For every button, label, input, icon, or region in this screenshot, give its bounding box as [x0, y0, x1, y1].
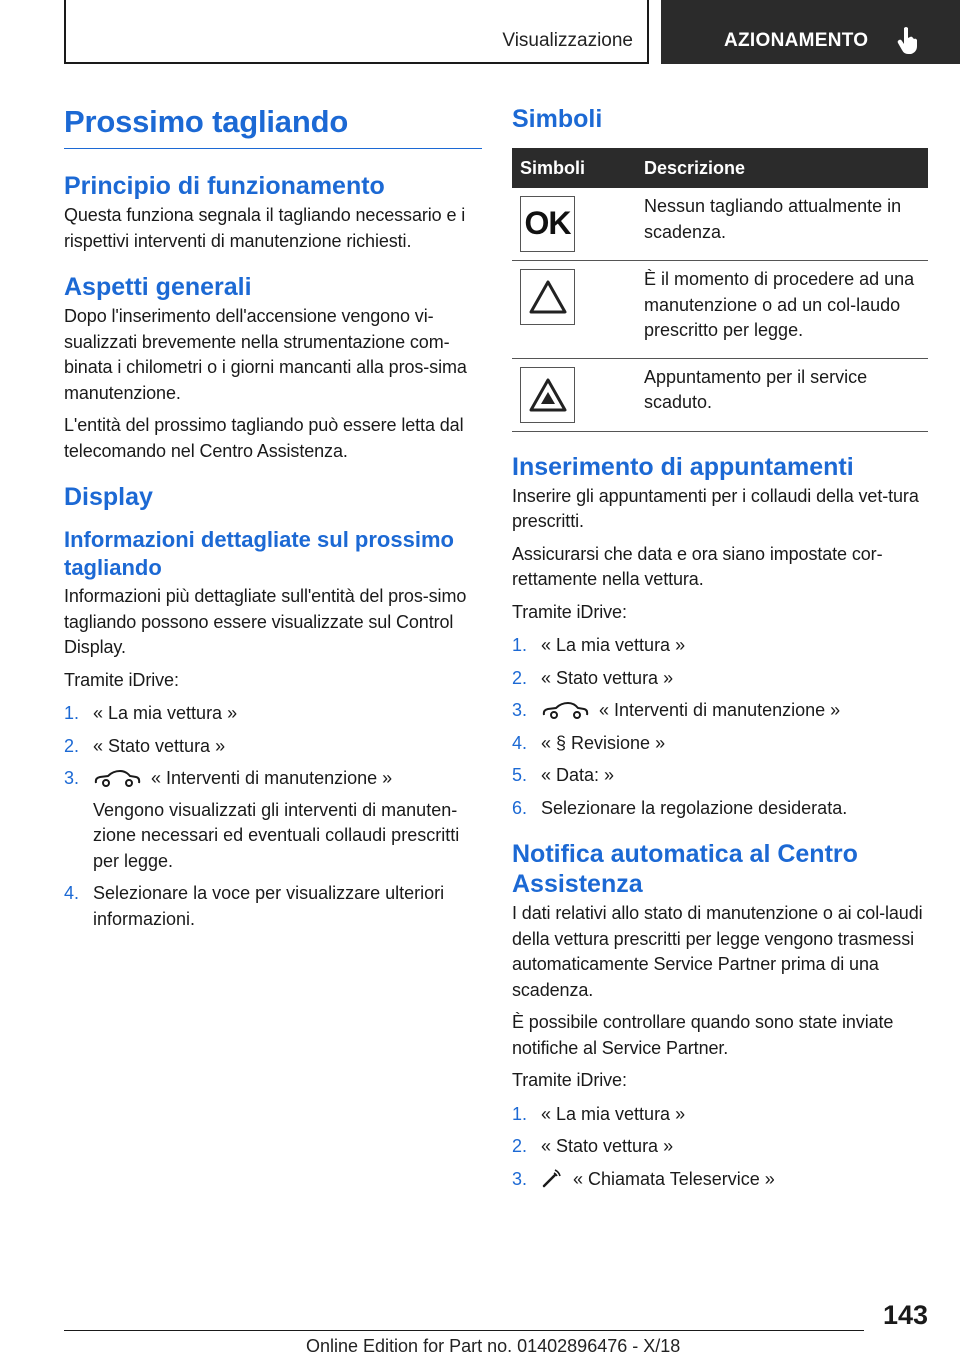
table-header-description: Descrizione — [640, 148, 928, 188]
table-cell-description: Appuntamento per il service scaduto. — [640, 358, 928, 431]
ok-symbol-text: OK — [524, 205, 571, 242]
section-heading-general: Aspetti generali — [64, 273, 252, 301]
step-text: « Stato vettura » — [541, 667, 674, 688]
appointment-steps — [512, 633, 928, 821]
appointments-via: Tramite iDrive: — [512, 601, 627, 622]
notify-steps — [512, 1102, 928, 1193]
appointments-text-2: Assicurarsi che data e ora siano impostate cor-rettamente nella vettura. — [512, 543, 883, 589]
section-heading-symbols: Simboli — [512, 105, 603, 133]
section-heading-appointments: Inserimento di appuntamenti — [512, 452, 854, 481]
step-number: 1. — [64, 703, 80, 723]
table-cell-description: Nessun tagliando attualmente in scadenza. — [640, 188, 928, 261]
footer-edition: Online Edition for Part no. 01402896476 - X/18 — [306, 1336, 681, 1356]
right-column — [512, 104, 928, 1199]
display-via: Tramite iDrive: — [64, 669, 179, 690]
table-cell-description: È il momento di procedere ad una manutenzione o ad un col-laudo prescritto per legge. — [640, 261, 928, 359]
step-text: Selezionare la voce per visualizzare ulteriori informazioni. — [93, 883, 445, 929]
section-heading-display: Display — [64, 483, 153, 511]
header-chapter-tab — [661, 0, 960, 64]
step-number: 2. — [512, 667, 528, 688]
principle-text: Questa funziona segnala il tagliando necessario e i rispettivi interventi di manutenzione richiesti. — [64, 205, 466, 251]
step-number: 3. — [64, 768, 80, 788]
display-steps — [64, 701, 482, 932]
teleservice-icon — [541, 1169, 563, 1189]
warning-triangle-filled-icon — [520, 367, 575, 423]
list-item — [512, 763, 928, 789]
list-item — [512, 731, 928, 757]
section-heading-principle: Principio di funzionamento — [64, 172, 385, 200]
table-row — [512, 188, 928, 261]
list-item — [512, 796, 928, 822]
appointments-text-1: Inserire gli appuntamenti per i collaudi della vet-tura prescritti. — [512, 485, 919, 531]
step-number: 1. — [512, 635, 528, 655]
step-text: « Chiamata Teleservice » — [573, 1168, 775, 1189]
footer-divider — [64, 1330, 864, 1331]
step-text: « La mia vettura » — [93, 703, 238, 723]
subheading-detail-info: Informazioni dettagliate sul prossimo tagliando — [64, 527, 454, 580]
header-section-label: Visualizzazione — [502, 30, 633, 51]
step-number: 2. — [512, 1136, 528, 1156]
step-text: « Stato vettura » — [93, 735, 226, 756]
page-title: Prossimo tagliando — [64, 100, 482, 149]
list-item — [64, 766, 482, 874]
step-text: « La mia vettura » — [541, 1103, 686, 1124]
step-number: 6. — [512, 797, 528, 818]
list-item — [64, 701, 482, 727]
step-number: 5. — [512, 765, 528, 785]
general-text-1: Dopo l'inserimento dell'accensione vengono vi-sualizzati brevemente nella strumentazione com-binata i chilometri o i giorni mancanti alla pros-sima manutenzione. — [64, 306, 467, 403]
notify-via: Tramite iDrive: — [512, 1070, 627, 1090]
left-column — [64, 100, 482, 939]
table-row — [512, 358, 928, 431]
symbols-table — [512, 148, 928, 432]
notify-text-2: È possibile controllare quando sono state inviate notifiche al Service Partner. — [512, 1012, 894, 1058]
step-number: 3. — [512, 1168, 528, 1189]
step-text: « § Revisione » — [541, 732, 666, 753]
step-text: « La mia vettura » — [541, 635, 686, 655]
header-section-tab — [64, 0, 649, 64]
display-text: Informazioni più dettagliate sull'entità del pros-simo tagliando possono essere visualizzate sul Control Display. — [64, 586, 467, 657]
step-number: 4. — [512, 732, 528, 753]
list-item — [512, 698, 928, 724]
warning-triangle-icon — [520, 269, 575, 325]
step-number: 4. — [64, 883, 80, 903]
step-text: Selezionare la regolazione desiderata. — [541, 797, 848, 818]
list-item — [64, 881, 482, 932]
list-item — [512, 1167, 928, 1193]
notify-text-1: I dati relativi allo stato di manutenzione o ai col-laudi della vettura prescritti per legge vengono trasmessi automaticamente Service Partner prima di una scadenza. — [512, 903, 923, 1000]
step-number: 2. — [64, 735, 80, 756]
step-text: « Interventi di manutenzione » — [151, 768, 393, 788]
car-icon — [93, 768, 141, 788]
list-item — [512, 633, 928, 659]
step-text: « Stato vettura » — [541, 1136, 674, 1156]
step-note: Vengono visualizzati gli interventi di manuten-zione necessari ed eventuali collaudi prescritti per legge. — [93, 799, 460, 871]
general-text-2: L'entità del prossimo tagliando può essere letta dal telecomando nel Centro Assistenza. — [64, 415, 464, 461]
section-heading-auto-notify: Notifica automatica al Centro Assistenza — [512, 840, 858, 898]
step-number: 1. — [512, 1103, 528, 1124]
hand-pointer-icon — [897, 26, 919, 54]
step-number: 3. — [512, 700, 528, 720]
step-text: « Interventi di manutenzione » — [599, 700, 841, 720]
ok-icon — [520, 196, 575, 252]
car-icon — [541, 700, 589, 720]
header-chapter-label: AZIONAMENTO — [724, 30, 869, 51]
list-item — [512, 666, 928, 692]
page-number: 143 — [882, 1300, 928, 1330]
list-item — [64, 734, 482, 760]
table-header-row — [512, 148, 928, 188]
step-text: « Data: » — [541, 765, 615, 785]
list-item — [512, 1102, 928, 1128]
table-row — [512, 261, 928, 359]
table-header-symbols: Simboli — [512, 148, 640, 188]
list-item — [512, 1134, 928, 1160]
